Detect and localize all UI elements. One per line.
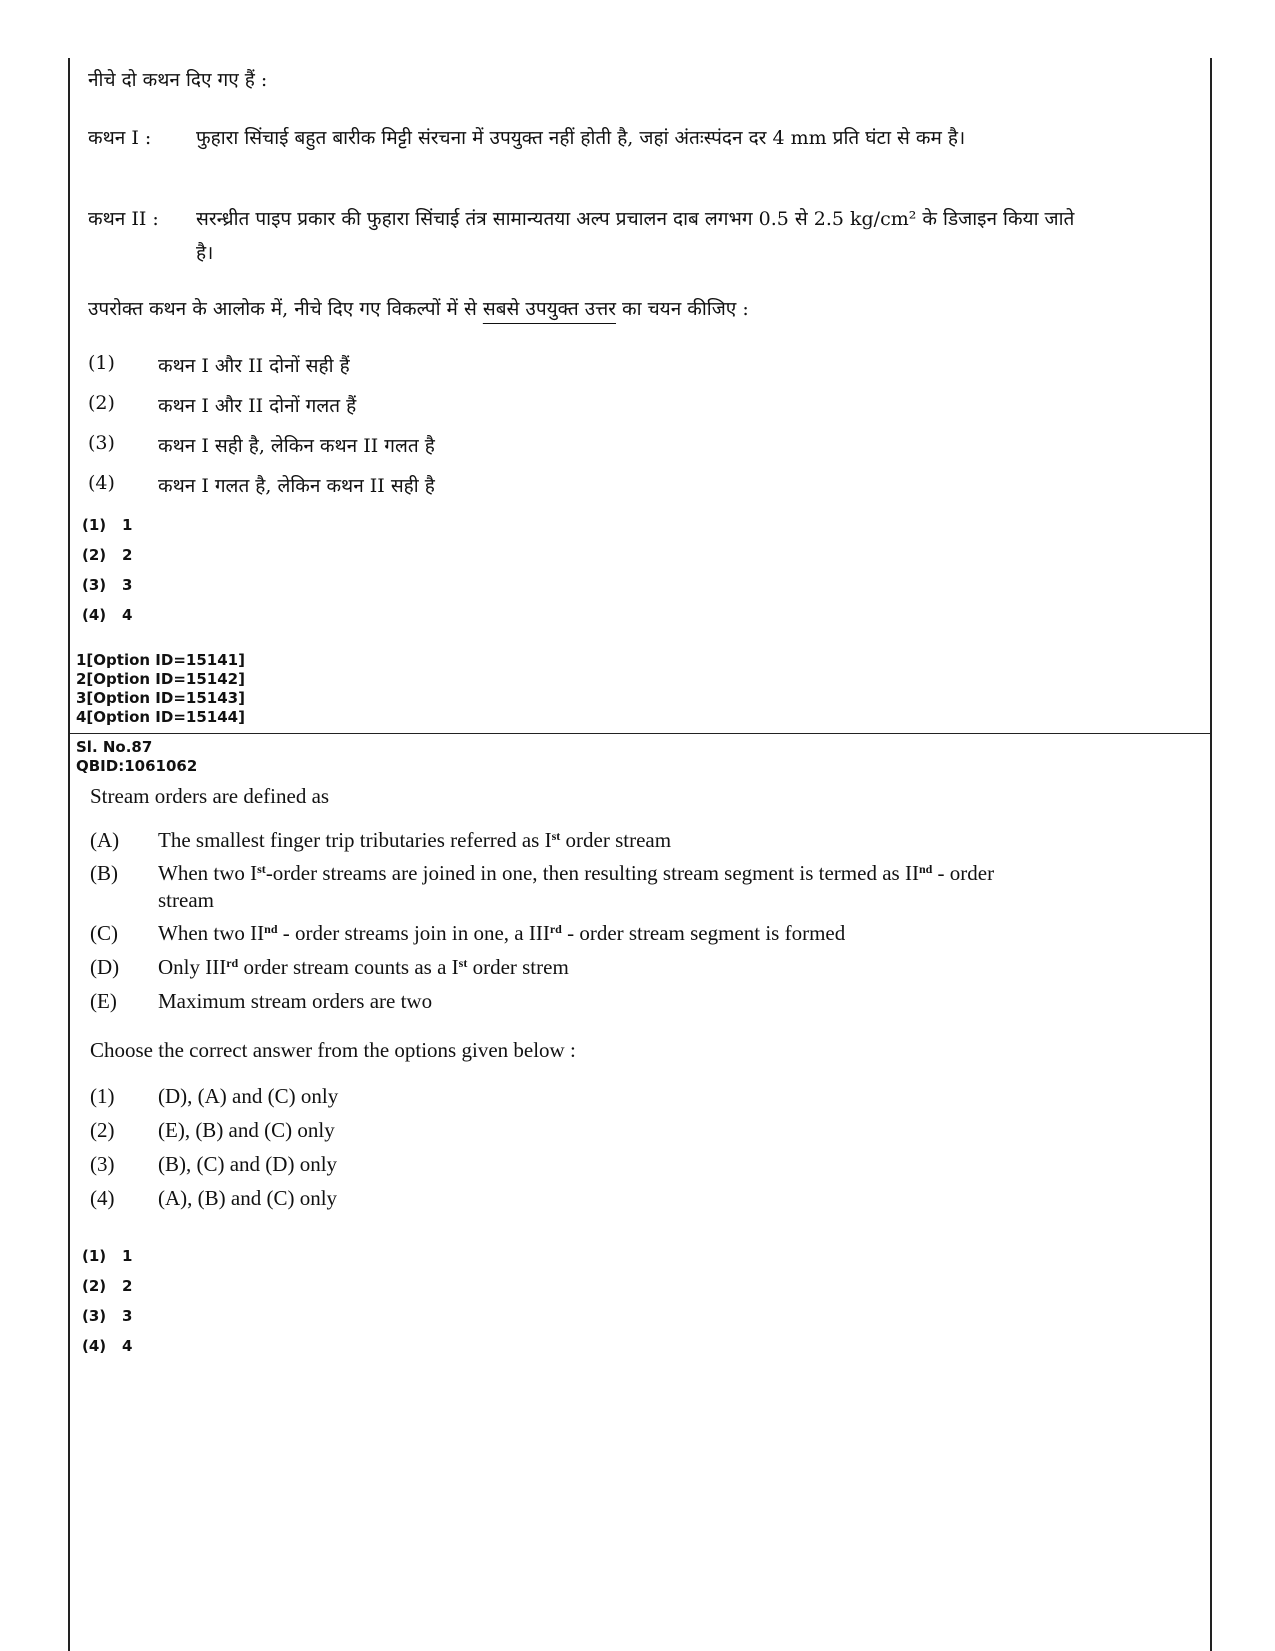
q2-option-text: (D), (A) and (C) only [158, 1084, 339, 1108]
q2-statement-label: (C) [90, 921, 118, 945]
option-id: 4[Option ID=15144] [76, 708, 245, 726]
answer-value: 2 [122, 546, 133, 564]
option-id: 1[Option ID=15141] [76, 651, 245, 669]
answer-value: 2 [122, 1277, 133, 1295]
right-border [1210, 58, 1212, 1651]
qbid: QBID:1061062 [76, 757, 198, 775]
answer-number: (2) [82, 546, 107, 564]
q1-option-text: कथन I और II दोनों सही हैं [158, 355, 350, 377]
answer-value: 4 [122, 1337, 133, 1355]
q1-statement-1-label: कथन I : [88, 127, 152, 149]
q1-statement-1-text: फुहारा सिंचाई बहुत बारीक मिट्टी संरचना में उपयुक्त नहीं होती है, जहां अंतःस्पंदन दर 4 mm प्रति घंटा से कम है। [196, 127, 966, 149]
q2-statement-label: (B) [90, 861, 118, 885]
q2-option-number: (4) [90, 1186, 115, 1210]
answer-number: (4) [82, 1337, 107, 1355]
q1-option-number: (3) [88, 432, 115, 454]
q2-instruction: Choose the correct answer from the options given below : [90, 1038, 576, 1062]
q1-instruction [88, 295, 749, 321]
answer-number: (4) [82, 606, 107, 624]
answer-value: 3 [122, 1307, 133, 1325]
question-divider [68, 733, 1211, 734]
answer-number: (3) [82, 1307, 107, 1325]
answer-value: 3 [122, 576, 133, 594]
answer-number: (1) [82, 1247, 107, 1265]
q2-intro: Stream orders are defined as [90, 784, 330, 808]
answer-number: (2) [82, 1277, 107, 1295]
q1-option-text: कथन I गलत है, लेकिन कथन II सही है [158, 475, 435, 497]
q2-option-number: (1) [90, 1084, 115, 1108]
option-id: 3[Option ID=15143] [76, 689, 245, 707]
question-header [76, 738, 197, 776]
q1-instruction-underlined: सबसे उपयुक्त उत्तर [482, 298, 617, 320]
q1-option-text: कथन I सही है, लेकिन कथन II गलत है [158, 435, 435, 457]
q2-option-number: (3) [90, 1152, 115, 1176]
q1-statement-2-label: कथन II : [88, 208, 159, 230]
serial-number: Sl. No.87 [76, 738, 153, 756]
q2-statement-label: (A) [90, 828, 120, 852]
option-id: 2[Option ID=15142] [76, 670, 245, 688]
q2-option-text: (E), (B) and (C) only [158, 1118, 335, 1142]
option-id-list [76, 651, 245, 727]
q1-instruction-after: का चयन कीजिए : [616, 298, 749, 320]
answer-value: 4 [122, 606, 133, 624]
q1-option-text: कथन I और II दोनों गलत हैं [158, 395, 357, 417]
q2-statement-label: (D) [90, 955, 120, 979]
left-border [68, 58, 70, 1651]
answer-number: (3) [82, 576, 107, 594]
q1-instruction-before: उपरोक्त कथन के आलोक में, नीचे दिए गए विकल्पों में से [88, 298, 483, 320]
q1-option-number: (4) [88, 472, 115, 494]
q1-intro: नीचे दो कथन दिए गए हैं : [88, 69, 268, 91]
q2-option-number: (2) [90, 1118, 115, 1142]
answer-value: 1 [122, 516, 133, 534]
q2-option-text: (B), (C) and (D) only [158, 1152, 338, 1176]
q1-option-number: (2) [88, 392, 115, 414]
q2-option-text: (A), (B) and (C) only [158, 1186, 338, 1210]
q1-statement-2-text: सरन्ध्रीत पाइप प्रकार की फुहारा सिंचाई तंत्र सामान्यतया अल्प प्रचालन दाब लगभग 0.5 से 2.5 kg/cm² के डिजाइन किया जाते है। [196, 208, 1075, 264]
q1-option-number: (1) [88, 352, 115, 374]
answer-value: 1 [122, 1247, 133, 1265]
answer-number: (1) [82, 516, 107, 534]
q2-statement-label: (E) [90, 989, 117, 1013]
